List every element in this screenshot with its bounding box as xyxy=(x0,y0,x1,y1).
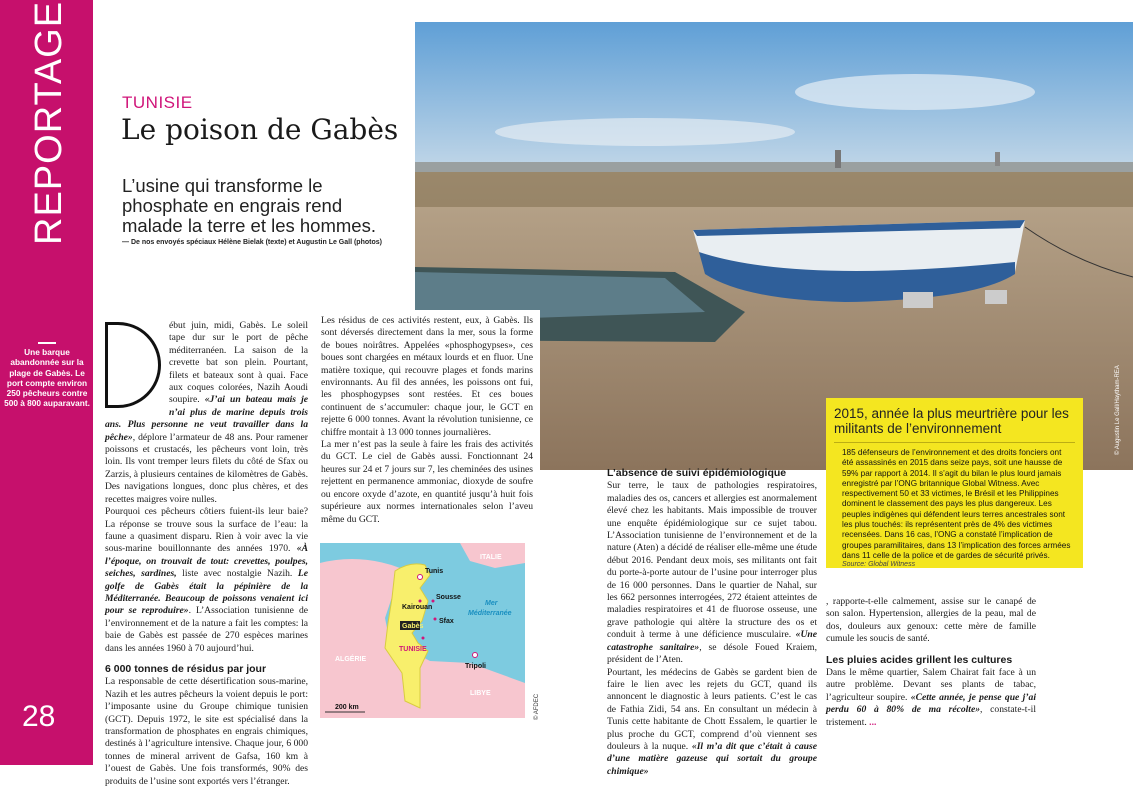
map-label-tripoli: Tripoli xyxy=(465,663,486,670)
article-column-1 xyxy=(105,320,308,788)
paragraph: Pourtant, les médecins de Gabès se gardent bien de faire le lien avec les rejets du GCT, quand ils annoncent le diagnostic à leurs patients. C’est le cas de Fathia Zidi, 54 ans. En consultant un médecin à Tunis cette habitante de Chott Essalem, le quartier le plus proche du GCT, comprend d’où viennent ses douleurs à la nuque. xyxy=(607,666,817,752)
map-label-gabes: Gabès xyxy=(402,623,424,630)
map-label-libye: LIBYE xyxy=(470,690,491,697)
quote: «J’ai un bateau mais je n’ai plus de marine depuis trois ans. Plus personne ne veut travailler dans la pêche» xyxy=(105,394,308,443)
map-scale: 200 km xyxy=(335,704,359,711)
photo-caption: Une barque abandonnée sur la plage de Gabès. Le port compte environ 250 pêcheurs contre 500 à 800 auparavant. xyxy=(4,347,90,409)
box-title: 2015, année la plus meurtrière pour les militants de l’environnement xyxy=(834,406,1075,443)
caption-divider xyxy=(38,342,56,344)
article-column-2 xyxy=(315,310,540,534)
map-label-sousse: Sousse xyxy=(436,594,461,601)
quote: «Une catastrophe sanitaire» xyxy=(607,629,817,653)
article-byline: — De nos envoyés spéciaux Hélène Bielak (texte) et Augustin Le Gall (photos) xyxy=(122,239,382,246)
paragraph: , constate-t-il tristement. xyxy=(826,704,1036,728)
paragraph: ébut juin, midi, Gabès. Le soleil tape dur sur le port de pêche méditerranéen. La saison de la crevette bat son plein. Pourtant, filets et bateaux sont à quai. Face aux coques colorées, Nazih Aoudi soupire. xyxy=(169,320,308,406)
tunisia-map xyxy=(320,543,525,718)
paragraph: La mer n’est pas la seule à faire les frais des activités du GCT. Le ciel de Gabès aussi. Fonctionnant 24 heures sur 24 et 7 jours sur 7, les cheminées des usines rejettent en permanence ammoniac, dioxyde de soufre ou encore oxyde d’azote, en quantité jusqu’à huit fois supérieure aux normes internationales selon l’aveu même du GCT. xyxy=(321,439,533,525)
map-label-tunis: Tunis xyxy=(425,568,444,575)
page-number: 28 xyxy=(22,700,56,733)
quote: «Il m’a dit que c’était à cause d’une matière gazeuse qui sortait du groupe chimique» xyxy=(607,740,817,777)
paragraph: La responsable de cette désertification sous-marine, Nazih et les autres pêcheurs la voient depuis le port: l’imposante usine du Groupe chimique tunisien (GCT). Depuis 1972, le site est spécialisé dans la transformation de phosphates en engrais chimiques, destinés à l’agriculture intensive. Chaque jour, 6 000 tonnes de mineral arrivent de Gafsa, 160 km à l’ouest de Gabès. Une fois transformés, 90% des produits de l’usine sont exportés vers l’étranger. xyxy=(105,676,308,787)
photo-credit: © Augustin Le Gall/Haytham-REA xyxy=(1115,365,1121,455)
paragraph: . L’Association tunisienne de l’environnement et de la nature a fait les comptes: la baie de Gabès est passée de 270 espèces marines dans les années 1960 à 70 aujourd’hui. xyxy=(105,605,308,654)
paragraph: , déplore l’armateur de 48 ans. Pour ramener poissons et crustacés, les pêcheurs vont loin, très loin. Ils vont tremper leurs filets du côté de Sfax ou Zarzis, à plusieurs centaines de kilomètres de Gabès. Des navigations longues, donc plus chères, et des recettes maigres voire nulles. xyxy=(105,431,308,505)
map-label-italie: ITALIE xyxy=(480,554,502,561)
sidebar-box xyxy=(826,398,1083,568)
map-label-kairouan: Kairouan xyxy=(402,604,433,611)
section-sidebar xyxy=(0,0,93,765)
box-source: Source: Global Witness xyxy=(842,561,916,569)
quote: «À l’époque, on trouvait de tout: crevettes, poulpes, seiches, sardines, xyxy=(105,543,308,580)
section-rubric: REPORTAGE xyxy=(28,0,70,245)
map-label-sfax: Sfax xyxy=(439,618,454,625)
subheading: L’absence de suivi épidémiologique xyxy=(607,467,787,479)
map-label-tunisie: TUNISIE xyxy=(399,646,427,653)
paragraph: Sur terre, le taux de pathologies respiratoires, maladies des os, cancers et allergies est anormalement élevé chez les habitants. Mais impossible de trouver une enquête épidémiologique sur ce sujet tabou. L’Association tunisienne de l’environnement et de la nature (Aten) a décidé de réaliser elle-même une étude début 2016. Pendant deux mois, ses militants ont fait du porte-à-porte autour de l’usine pour interroger plus de 16 000 personnes. Dans le quartier de Nahal, sur les 662 personnes interrogées, 272 étaient atteintes de maladies respiratoires et 41 de fluorose osseuse, une grave pathologie qui altère la structure des os et conduit à terme à une déficience musculaire. xyxy=(607,480,817,641)
article-column-3 xyxy=(607,467,817,778)
paragraph: Dans le même quartier, Salem Chairat fait face à un autre problème. Devant ses plants de tabac, l’agriculteur soupire. xyxy=(826,667,1036,703)
subheading: Les pluies acides grillent les cultures xyxy=(826,653,1013,666)
map-credit: © AFDEC xyxy=(534,693,540,720)
paragraph: liste avec nostalgie Nazih. xyxy=(176,568,298,580)
map-label-mediterranee: Méditerranée xyxy=(468,610,512,617)
quote: «Cette année, je pense que j’ai perdu 60 à 80% de ma récolte» xyxy=(826,691,1036,716)
end-mark: ... xyxy=(869,716,877,728)
paragraph: , se désole Foued Kraiem, président de l’Aten. xyxy=(607,641,817,666)
subheading: 6 000 tonnes de résidus par jour xyxy=(105,662,267,675)
map-label-algerie: ALGÉRIE xyxy=(335,656,367,663)
article-kicker: TUNISIE xyxy=(122,93,193,112)
article-column-4 xyxy=(826,596,1036,729)
map-label-mer: Mer xyxy=(485,600,498,607)
paragraph: Pourquoi ces pêcheurs côtiers fuient-ils leur baie? La réponse se trouve sous la surface de l’eau: la faune a quasiment disparu. Rien à voir avec la vie sous-marine bouillonnante des années 1970. xyxy=(105,506,308,555)
paragraph: , rapporte-t-elle calmement, assise sur le canapé de son salon. Hypertension, allergies de la peau, mal de dos, douleurs aux genoux: cette mère de famille cumule les soucis de santé. xyxy=(826,596,1036,645)
article-deck: L’usine qui transforme le phosphate en engrais rend malade la terre et les hommes. xyxy=(122,175,376,236)
quote: Le golfe de Gabès était la pépinière de la Méditerranée. Beaucoup de poissons venaient ici pour se reproduire» xyxy=(105,568,308,617)
article-title: Le poison de Gabès xyxy=(121,113,399,146)
paragraph: Les résidus de ces activités restent, eux, à Gabès. Ils sont déversés directement dans la mer, sous la forme de boues noirâtres. Appelées «phosphogypses», ces boues sont chargées en métaux lourds et en fluor. Une matière toxique, qui recouvre plages et fonds marins environnants. Au fil des années, les poissons ont fui, les phosphogypses sont restées. Et ces boues continuent de s’accumuler: chaque jour, le GCT en rejette 6 000 tonnes. Avant la révolution tunisienne, ce chiffre montait à 13 000 tonnes journalières. xyxy=(321,315,533,438)
box-body: 185 défenseurs de l’environnement et des droits fonciers ont été assassinés en 2015 dans seize pays, soit une hausse de 59% par rapport à 2014. Il s’agit du bilan le plus lourd jamais enregistré par l’ONG britannique Global Witness. Avec respectivement 50 et 33 victimes, le Brésil et les Philippines dominent le classement des pays les plus dangereux. Les peuples indigènes qui défendent leurs terres ancestrales sont les plus touchés: ils représentent près de 4% des victimes recensées. Dans 16 cas, l’ONG a constaté l’implication de groupes paramilitaires, dans 13 l’implication des forces armées dans 11 celle de la police et de gardes de sécurité privés. xyxy=(842,448,1071,560)
